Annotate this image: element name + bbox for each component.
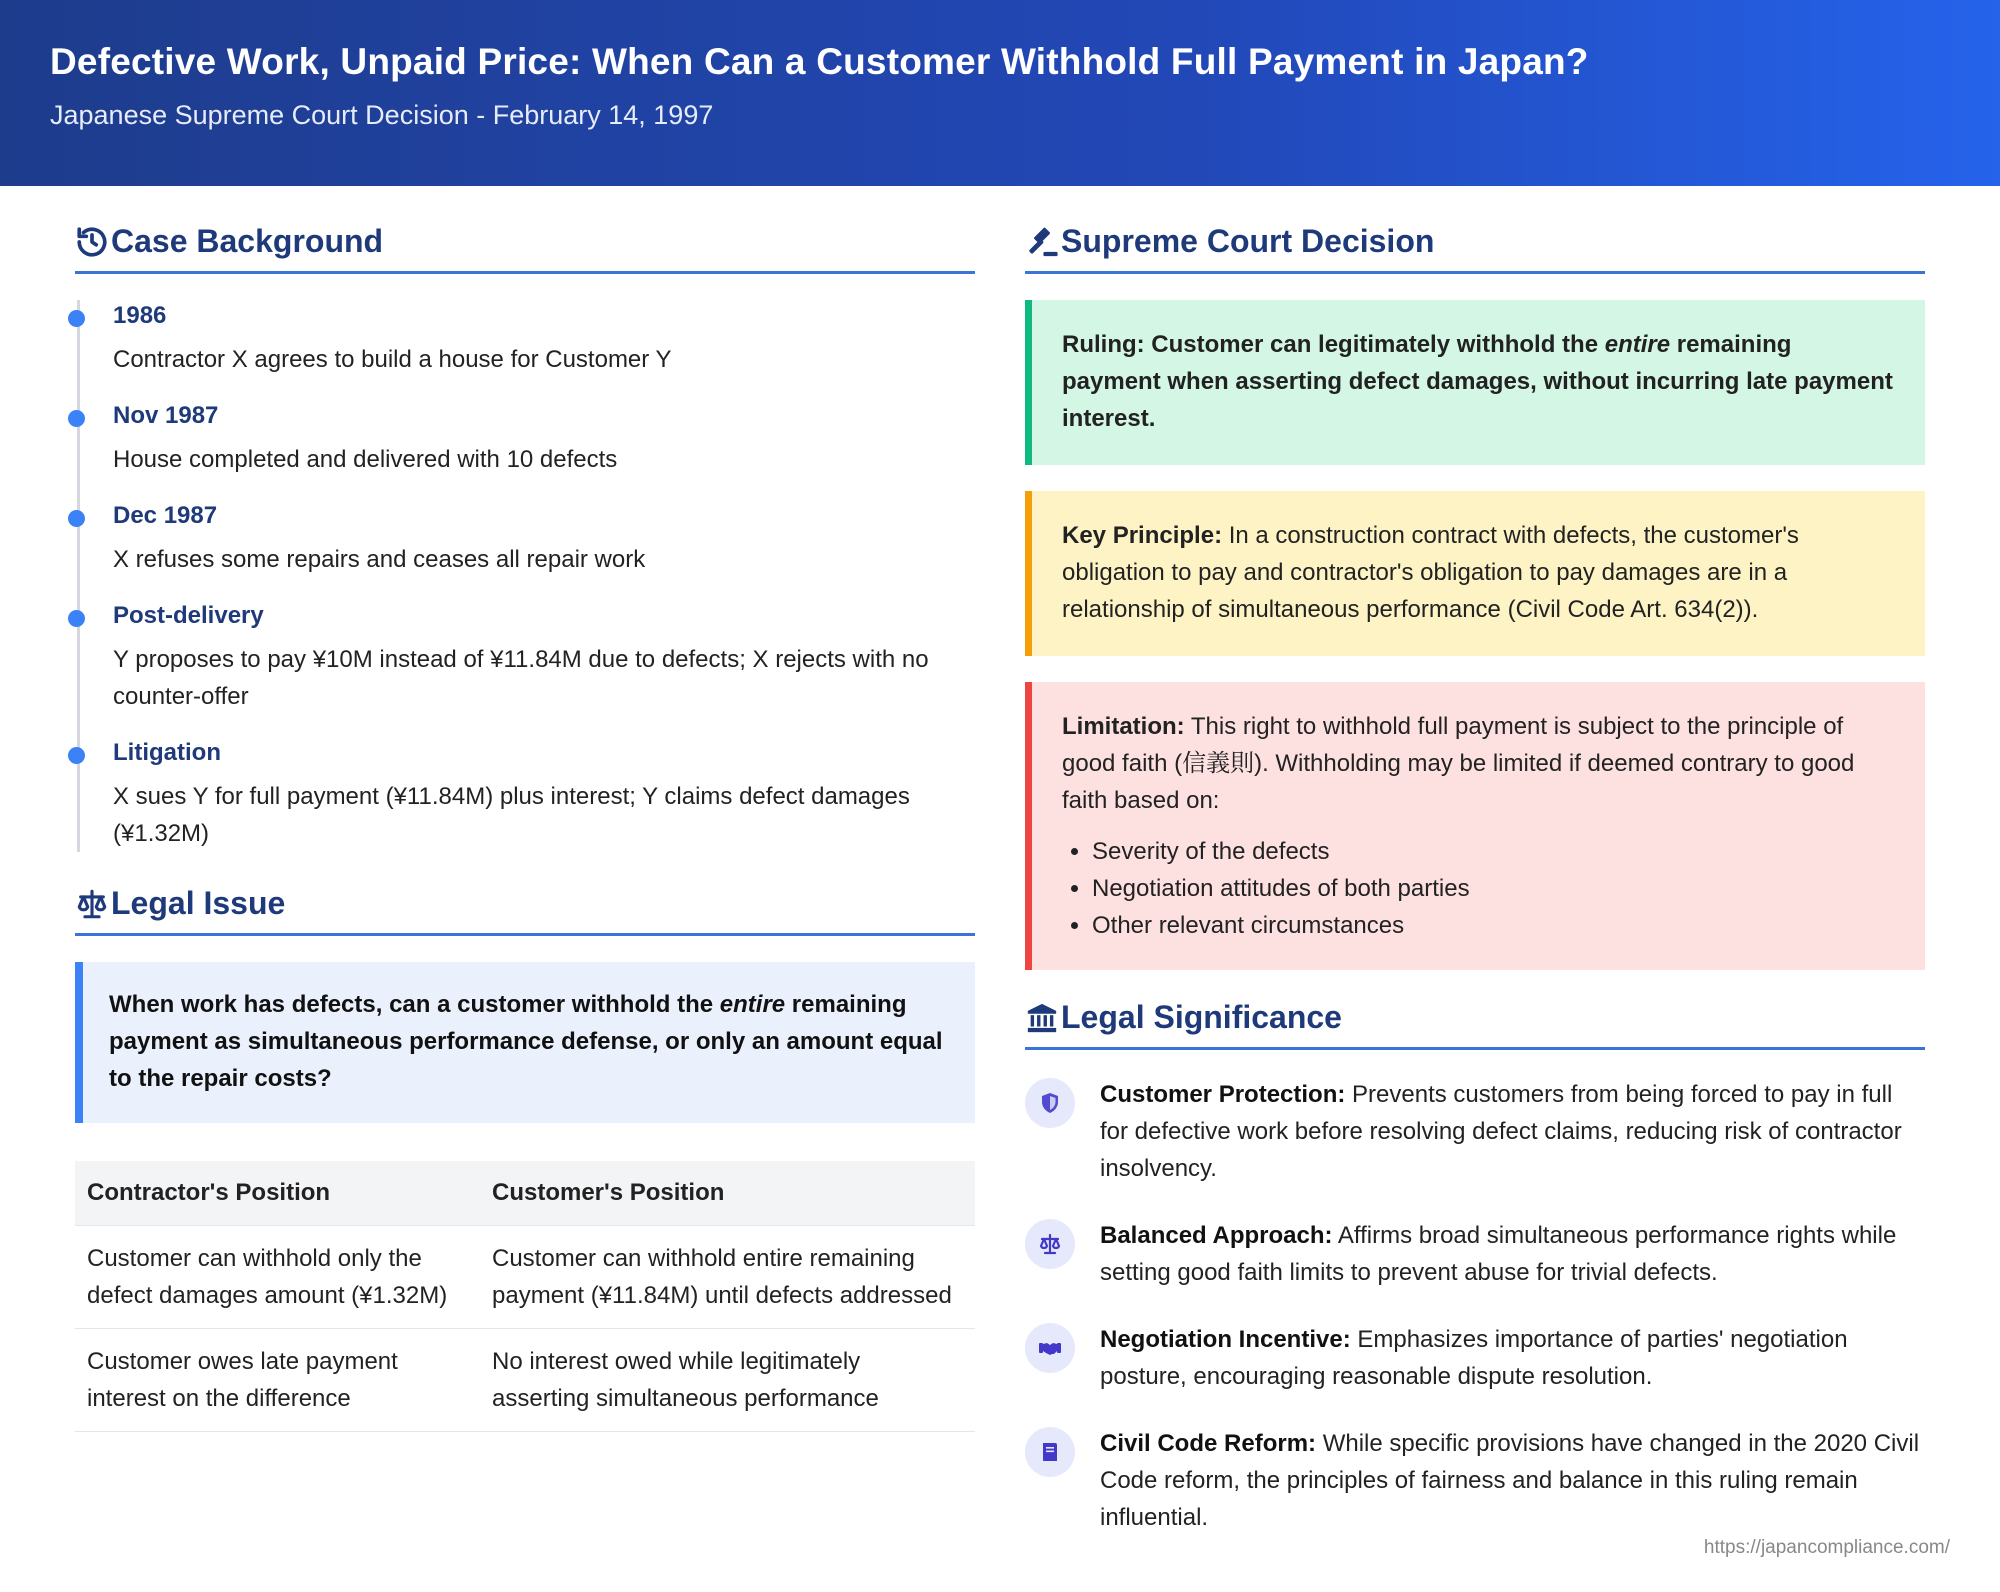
significance-label: Customer Protection: [1100, 1081, 1346, 1108]
table-header-row [75, 1161, 975, 1226]
shield-icon-badge [1025, 1078, 1075, 1128]
decision-heading [1025, 220, 1925, 274]
timeline-dot [68, 510, 85, 527]
limitation-text: This right to withhold full payment is subject to the principle of good faith (信義則). Withholding may be limited if deemed contrary to good faith based on: [1062, 713, 1855, 814]
limitation-box [1025, 682, 1925, 970]
timeline-item [113, 500, 975, 578]
page-header [0, 0, 2000, 186]
ruling-text-pre: Customer can legitimately withhold the [1144, 331, 1605, 358]
legal-issue-heading [75, 882, 975, 936]
key-principle-box [1025, 491, 1925, 656]
question-text-post: remaining payment as simultaneous performance defense, or only an amount equal to the repair costs? [109, 991, 943, 1092]
significance-label: Balanced Approach: [1100, 1222, 1333, 1249]
significance-label: Negotiation Incentive: [1100, 1326, 1351, 1353]
principle-text: In a construction contract with defects, the customer's obligation to pay and contractor's obligation to pay damages are in a relationship of simultaneous performance (Civil Code Art. 634(2)). [1062, 522, 1799, 623]
timeline-date: Nov 1987 [113, 402, 219, 429]
significance-heading [1025, 996, 1925, 1050]
page-subtitle: Japanese Supreme Court Decision - February 14, 1997 [50, 100, 714, 130]
bank-icon [1025, 1001, 1059, 1035]
book-icon [1038, 1440, 1062, 1464]
book-icon-badge [1025, 1427, 1075, 1477]
timeline [75, 300, 975, 852]
timeline-dot [68, 747, 85, 764]
timeline-date: Dec 1987 [113, 502, 218, 529]
ruling-text-post: remaining payment when asserting defect damages, without incurring late payment interest. [1062, 331, 1893, 432]
left-column [75, 220, 975, 1432]
footer-url: https://japancompliance.com/ [1703, 1537, 1950, 1558]
timeline-item [113, 600, 975, 715]
limitation-label: Limitation: [1062, 713, 1185, 740]
positions-table [75, 1161, 975, 1432]
timeline-desc: X sues Y for full payment (¥11.84M) plus interest; Y claims defect damages (¥1.32M) [113, 783, 910, 847]
limitation-list [1062, 833, 1895, 944]
timeline-desc: X refuses some repairs and ceases all repair work [113, 546, 646, 573]
significance-desc: Emphasizes importance of parties' negotiation posture, encouraging reasonable dispute resolution. [1100, 1326, 1848, 1390]
page-title: Defective Work, Unpaid Price: When Can a Customer Withhold Full Payment in Japan? [50, 41, 1589, 82]
scales-icon [75, 887, 109, 921]
list-item: • Other relevant circumstances [1092, 907, 1895, 944]
list-item: • Severity of the defects [1092, 833, 1895, 870]
section-title: Legal Issue [111, 885, 286, 921]
table-row [75, 1226, 975, 1329]
timeline-desc: Contractor X agrees to build a house for Customer Y [113, 346, 672, 373]
timeline-item [113, 400, 975, 478]
handshake-icon [1038, 1336, 1062, 1360]
principle-label: Key Principle: [1062, 522, 1223, 549]
ruling-box [1025, 300, 1925, 465]
timeline-dot [68, 410, 85, 427]
case-background-heading [75, 220, 975, 274]
question-text-pre: When work has defects, can a customer withhold the [109, 991, 720, 1018]
significance-item [1025, 1076, 1925, 1187]
scales-icon [1038, 1232, 1062, 1256]
timeline-dot [68, 610, 85, 627]
significance-item [1025, 1425, 1925, 1536]
legal-question-box [75, 962, 975, 1123]
timeline-dot [68, 310, 85, 327]
table-cell: Customer owes late payment interest on the difference [75, 1329, 480, 1432]
significance-desc: While specific provisions have changed in the 2020 Civil Code reform, the principles of fairness and balance in this ruling remain influential. [1100, 1430, 1920, 1531]
timeline-desc: House completed and delivered with 10 defects [113, 446, 618, 473]
section-title: Supreme Court Decision [1061, 223, 1435, 259]
timeline-date: Post-delivery [113, 602, 264, 629]
column-header: Contractor's Position [75, 1161, 480, 1226]
gavel-icon [1025, 225, 1059, 259]
timeline-item [113, 737, 975, 852]
significance-desc: Prevents customers from being forced to pay in full for defective work before resolving defect claims, reducing risk of contractor insolvency. [1100, 1081, 1902, 1182]
section-title: Case Background [111, 223, 384, 259]
significance-item [1025, 1321, 1925, 1395]
table-cell: Customer can withhold only the defect damages amount (¥1.32M) [75, 1226, 480, 1329]
question-text-emphasis: entire [719, 991, 786, 1018]
history-icon [75, 225, 109, 259]
ruling-text-emphasis: entire [1604, 331, 1671, 358]
handshake-icon-badge [1025, 1323, 1075, 1373]
list-item: • Negotiation attitudes of both parties [1092, 870, 1895, 907]
timeline-date: 1986 [113, 302, 167, 329]
column-header: Customer's Position [480, 1161, 975, 1226]
significance-item [1025, 1217, 1925, 1291]
table-cell: No interest owed while legitimately asserting simultaneous performance [480, 1329, 975, 1432]
significance-label: Civil Code Reform: [1100, 1430, 1317, 1457]
table-cell: Customer can withhold entire remaining payment (¥11.84M) until defects addressed [480, 1226, 975, 1329]
ruling-label: Ruling: [1062, 331, 1145, 358]
table-row [75, 1329, 975, 1432]
significance-desc: Affirms broad simultaneous performance rights while setting good faith limits to prevent abuse for trivial defects. [1100, 1222, 1897, 1286]
timeline-item [113, 300, 975, 378]
scales-icon-badge [1025, 1219, 1075, 1269]
shield-icon [1038, 1091, 1062, 1115]
timeline-desc: Y proposes to pay ¥10M instead of ¥11.84M due to defects; X rejects with no counter-offer [113, 646, 929, 710]
section-title: Legal Significance [1061, 999, 1342, 1035]
right-column [1025, 220, 1925, 1566]
timeline-date: Litigation [113, 739, 221, 766]
